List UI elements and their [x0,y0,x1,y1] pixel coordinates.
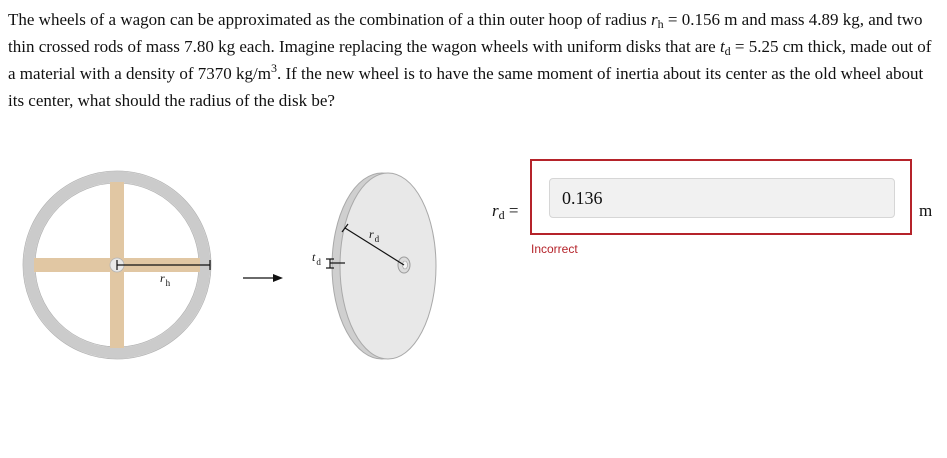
rh-subscript: h [657,17,664,31]
rd-label: $r_d$ [369,227,380,244]
status-incorrect: Incorrect [531,242,578,256]
problem-text-3: = 5.25 cm thick, made out of a material with a density of 7370 kg/m [8,37,932,83]
rd-symbol: r [492,201,499,220]
problem-statement [8,6,938,114]
rd-subscript: d [498,208,505,222]
wheel-diagram [0,160,470,370]
problem-text-4: . If the new wheel is to have the same moment of inertia about its center as the old wheel about its center, what should the radius of the disk be? [8,64,924,110]
answer-variable-label [492,201,518,223]
td-symbol: t [719,37,725,56]
cubed-exponent: 3 [270,61,277,75]
td-subscript: d [724,44,731,58]
right-arrow-icon [273,274,283,282]
problem-text-1: The wheels of a wagon can be approximated as the combination of a thin outer hoop of radius [8,10,651,29]
answer-input[interactable] [549,178,895,218]
unit-label: m [919,201,933,220]
rh-label: $r_h$ [160,271,171,288]
answer-box [530,159,912,235]
problem-text-2: = 0.156 m and mass 4.89 kg, and two thin crossed rods of mass 7.80 kg each. Imagine replacing the wagon wheels with uniform disks that are [8,10,923,56]
td-label: $t_d$ [312,250,321,267]
disk-face [340,173,436,359]
rh-symbol: r [650,10,658,29]
equals-sign: = [504,201,519,220]
